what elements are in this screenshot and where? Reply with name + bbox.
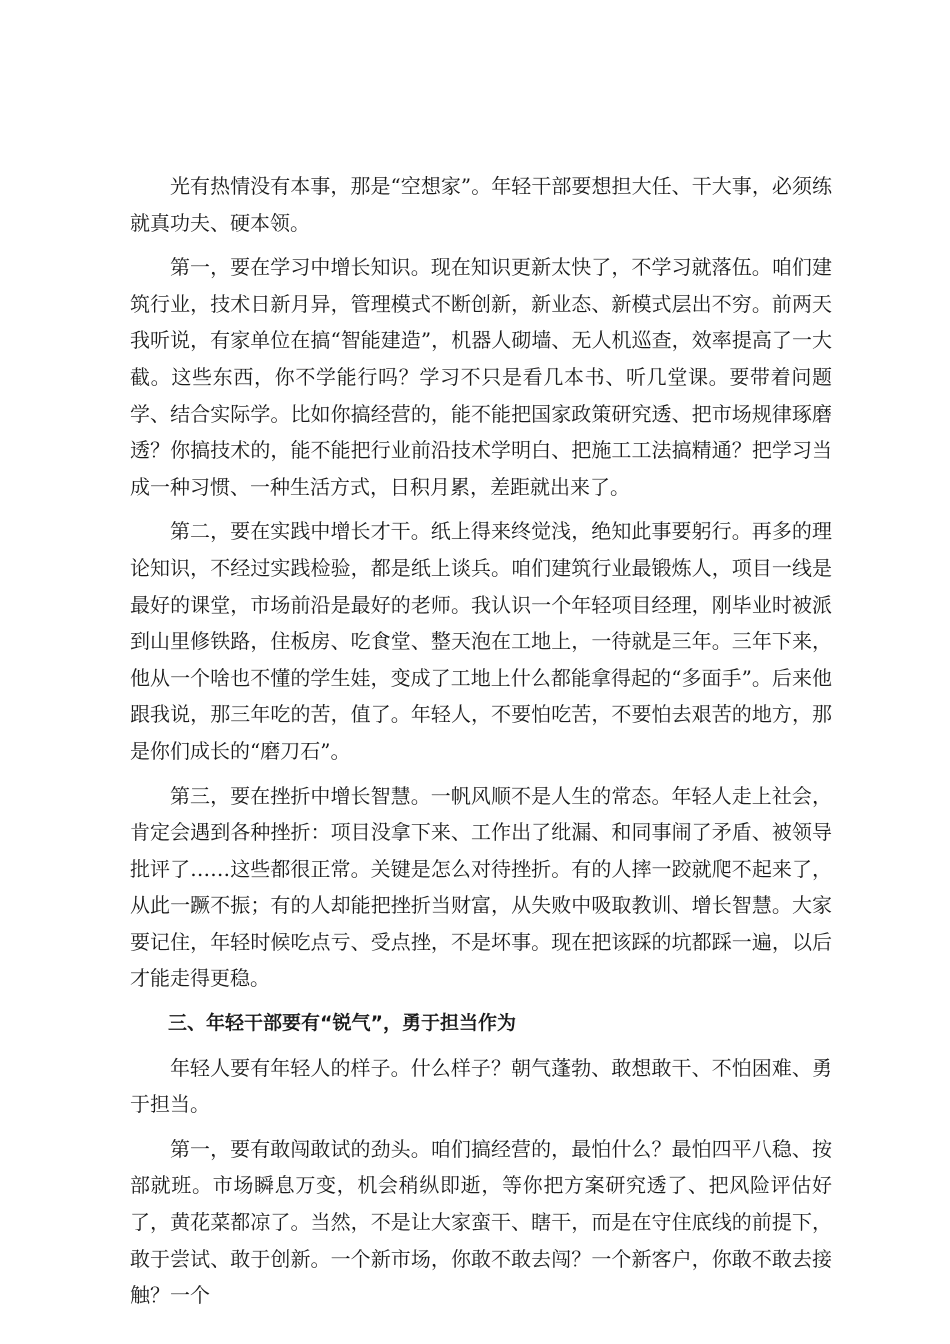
section-heading: 三、年轻干部要有“锐气”，勇于担当作为 [168,1012,516,1035]
paragraph-young-style: 年轻人要有年轻人的样子。什么样子？朝气蓬勃、敢想敢干、不怕困难、勇于担当。 [130,1055,832,1117]
paragraph-courage: 第一，要有敢闯敢试的劲头。咱们搞经营的，最怕什么？最怕四平八稳、按部就班。市场瞬息万变，机会稍纵即逝，等你把方案研究透了、把风险评估好了，黄花菜都凉了。当然，不是让大家蛮干、瞎干，而是在守住底线的前提下，敢于尝试、敢于创新。一个新市场，你敢不敢去闯？一个新客户，你敢不敢去接触？一个 [130,1136,832,1308]
document-body [130,168,832,1322]
paragraph-practice: 第二，要在实践中增长才干。纸上得来终觉浅，绝知此事要躬行。再多的理论知识，不经过实践检验，都是纸上谈兵。咱们建筑行业最锻炼人，项目一线是最好的课堂，市场前沿是最好的老师。我认识一个年轻项目经理，刚毕业时被派到山里修铁路，住板房、吃食堂、整天泡在工地上，一待就是三年。三年下来，他从一个啥也不懂的学生娃，变成了工地上什么都能拿得起的“多面手”。后来他跟我说，那三年吃的苦，值了。年轻人，不要怕吃苦，不要怕去艰苦的地方，那是你们成长的“磨刀石”。 [130,519,832,763]
paragraph-study: 第一，要在学习中增长知识。现在知识更新太快了，不学习就落伍。咱们建筑行业，技术日新月异，管理模式不断创新，新业态、新模式层出不穷。前两天我听说，有家单位在搞“智能建造”，机器人砌墙、无人机巡查，效率提高了一大截。这些东西，你不学能行吗？学习不只是看几本书、听几堂课。要带着问题学、结合实际学。比如你搞经营的，能不能把国家政策研究透、把市场规律琢磨透？你搞技术的，能不能把行业前沿技术学明白、把施工工法搞精通？把学习当成一种习惯、一种生活方式，日积月累，差距就出来了。 [130,255,832,499]
paragraph-intro: 光有热情没有本事，那是“空想家”。年轻干部要想担大任、干大事，必须练就真功夫、硬本领。 [130,174,832,235]
paragraph-setbacks: 第三，要在挫折中增长智慧。一帆风顺不是人生的常态。年轻人走上社会，肯定会遇到各种挫折：项目没拿下来、工作出了纰漏、和同事闹了矛盾、被领导批评了……这些都很正常。关键是怎么对待挫折。有的人摔一跤就爬不起来了，从此一蹶不振；有的人却能把挫折当财富，从失败中吸取教训、增长智慧。大家要记住，年轻时候吃点亏、受点挫，不是坏事。现在把该踩的坑都踩一遍，以后才能走得更稳。 [130,783,832,991]
